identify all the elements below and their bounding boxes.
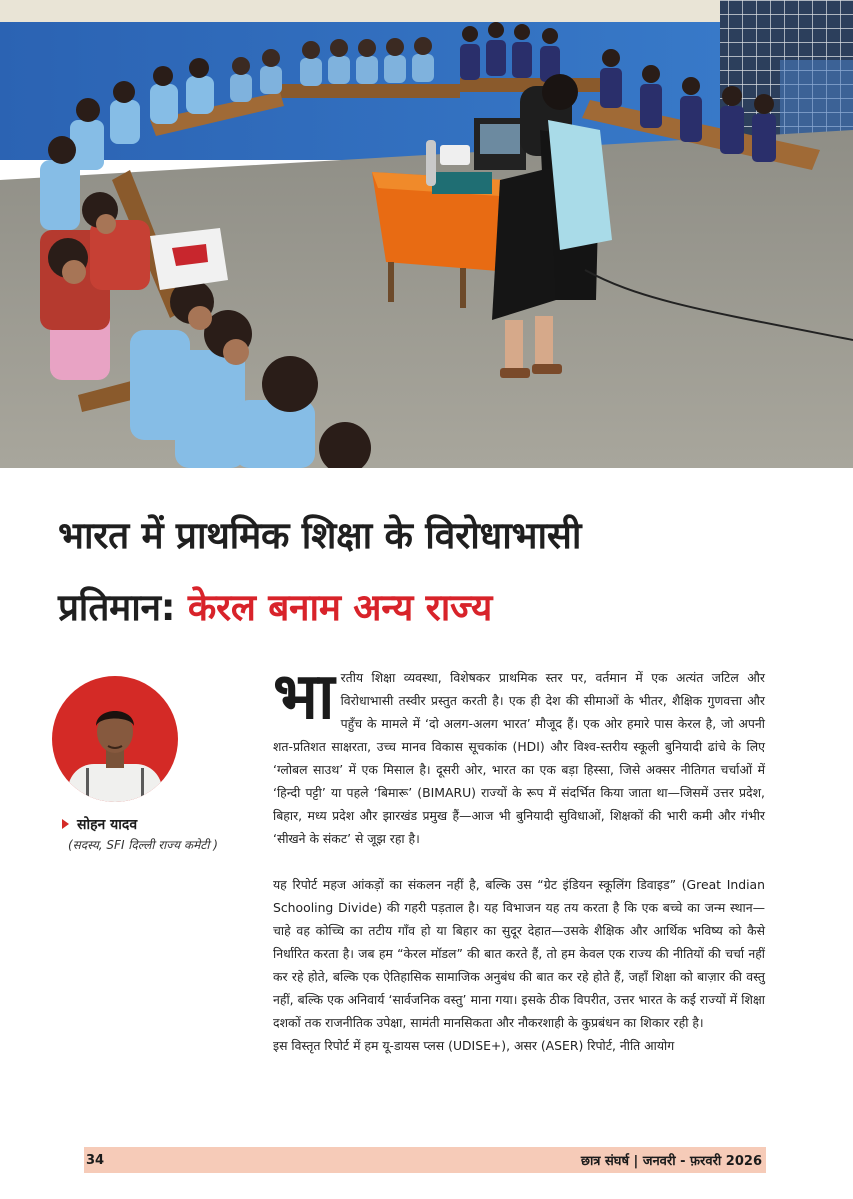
article-body — [273, 660, 765, 1057]
paragraph-2: यह रिपोर्ट महज आंकड़ों का संकलन नहीं है, बल्कि उस “ग्रेट इंडियन स्कूलिंग डिवाइड” (Great Indian Schooling Divide) की गहरी पड़ताल है। यह विभाजन यह तय करता है कि एक बच्चे का जन्म स्थान—चाहे वह कोच्चि का तटीय गाँव हो या बिहार का सुदूर देहात—उसके शैक्षिक और आर्थिक भविष्य को कैसे निर्धारित करता है। जब हम “केरल मॉडल” की बात करते हैं, तो हम केवल एक राज्य की नीतियों की चर्चा नहीं कर रहे होते, बल्कि एक ऐतिहासिक सामाजिक अनुबंध की बात कर रहे होते हैं, जहाँ शिक्षा को बाज़ार की वस्तु नहीं, बल्कि एक अनिवार्य ‘सार्वजनिक वस्तु’ माना गया। इसके ठीक विपरीत, उत्तर भारत के कई राज्यों में शिक्षा दशकों तक राजनीतिक उपेक्षा, सामंती मानसिकता और नौकरशाही के कुप्रबंधन का शिकार रही है। — [273, 877, 765, 1030]
title-line-2-dark: प्रतिमान: — [58, 586, 176, 629]
title-line-2 — [58, 572, 818, 644]
classroom-photo — [0, 0, 853, 468]
title-line-1: भारत में प्राथमिक शिक्षा के विरोधाभासी — [58, 514, 582, 557]
author-name-text: सोहन यादव — [77, 817, 138, 833]
paragraph-1-text: रतीय शिक्षा व्यवस्था, विशेषकर प्राथमिक स्तर पर, वर्तमान में एक अत्यंत जटिल और विरोधाभासी तस्वीर प्रस्तुत करती है। एक ही देश की सीमाओं के भीतर, शैक्षिक गुणवत्ता और पहुँच के मामले में ‘दो अलग-अलग भारत’ मौजूद हैं। एक ओर हमारे पास केरल है, जो अपनी शत-प्रतिशत साक्षरता, उच्च मानव विकास सूचकांक (HDI) और विश्व-स्तरीय स्कूली बुनियादी ढांचे के लिए ‘ग्लोबल साउथ’ में एक मिसाल है। दूसरी ओर, भारत का एक बड़ा हिस्सा, जिसे अक्सर नीतिगत चर्चाओं में ‘हिन्दी पट्टी’ या पहले ‘बिमारू’ (BIMARU) राज्यों के रूप में संदर्भित किया जाता था—जिसमें उत्तर प्रदेश, बिहार, मध्य प्रदेश और झारखंड प्रमुख हैं—आज भी बुनियादी सुविधाओं, शिक्षकों की भारी कमी और गंभीर ‘सीखने के संकट’ से जूझ रहा है। — [273, 670, 765, 846]
article-title — [58, 500, 818, 644]
author-role: (सदस्य, SFI दिल्ली राज्य कमेटी ) — [68, 838, 218, 852]
bullet-triangle-icon — [62, 819, 69, 829]
paragraph-1 — [273, 660, 765, 850]
page-number: 34 — [86, 1152, 105, 1168]
footer-issue-info — [581, 1151, 762, 1169]
page-footer — [84, 1147, 766, 1173]
issue-date: जनवरी - फ़रवरी 2026 — [642, 1154, 762, 1169]
paragraph-3: इस विस्तृत रिपोर्ट में हम यू-डायस प्लस (UDISE+), असर (ASER) रिपोर्ट, नीति आयोग — [273, 1038, 675, 1053]
author-name — [62, 815, 137, 834]
title-line-2-red: केरल बनाम अन्य राज्य — [187, 586, 493, 629]
drop-cap: भा — [273, 660, 335, 734]
footer-separator: | — [633, 1154, 639, 1169]
magazine-name: छात्र संघर्ष — [580, 1154, 629, 1169]
author-avatar — [52, 676, 178, 802]
